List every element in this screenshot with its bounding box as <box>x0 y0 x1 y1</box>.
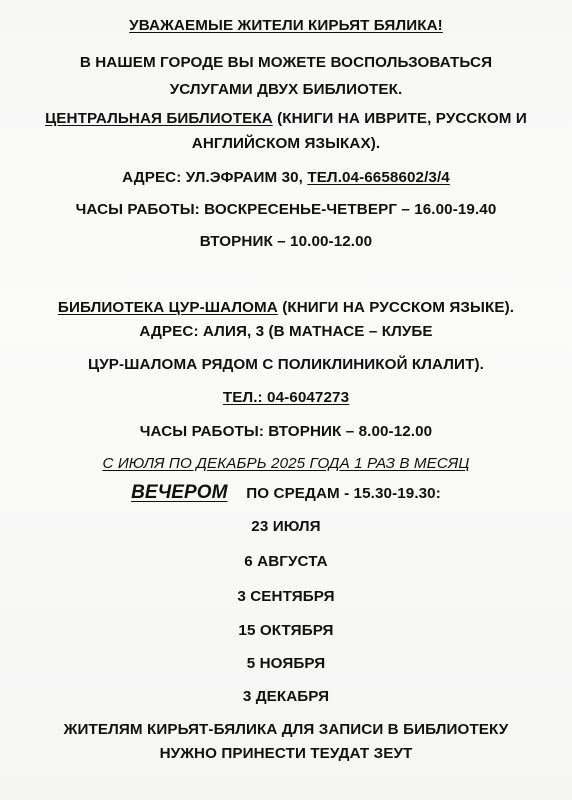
tsur-library-address-2: ЦУР-ШАЛОМА РЯДОМ С ПОЛИКЛИНИКОЙ КЛАЛИТ). <box>88 356 484 373</box>
central-library-desc-2: АНГЛИЙСКОМ ЯЗЫКАХ). <box>191 135 381 152</box>
tsur-library-heading <box>0 298 572 318</box>
tsur-library-period: С ИЮЛЯ ПО ДЕКАБРЬ 2025 ГОДА 1 РАЗ В МЕСЯЦ <box>102 455 470 472</box>
evening-hours: ПО СРЕДАМ - 15.30-19.30: <box>246 485 441 502</box>
footer-line-1: ЖИТЕЛЯМ КИРЬЯТ-БЯЛИКА ДЛЯ ЗАПИСИ В БИБЛИОТЕКУ <box>63 721 509 738</box>
central-library-hours-tuesday: ВТОРНИК – 10.00-12.00 <box>199 233 373 250</box>
date-item: 3 СЕНТЯБРЯ <box>237 588 335 605</box>
tsur-library-desc: (КНИГИ НА РУССКОМ ЯЗЫКЕ). <box>277 299 515 316</box>
intro-line-1: В НАШЕМ ГОРОДЕ ВЫ МОЖЕТЕ ВОСПОЛЬЗОВАТЬСЯ <box>79 54 493 71</box>
central-library-name: ЦЕНТРАЛЬНАЯ БИБЛИОТЕКА <box>45 110 273 127</box>
central-library-heading <box>0 109 572 129</box>
tsur-library-evening-row <box>0 483 572 504</box>
date-item: 6 АВГУСТА <box>244 553 328 570</box>
evening-word: ВЕЧЕРОМ <box>131 482 228 503</box>
date-item: 3 ДЕКАБРЯ <box>242 688 330 705</box>
date-item: 23 ИЮЛЯ <box>251 518 321 535</box>
date-item: 15 ОКТЯБРЯ <box>238 622 334 639</box>
tsur-library-phone-row <box>0 388 572 408</box>
central-library-hours: ЧАСЫ РАБОТЫ: ВОСКРЕСЕНЬЕ-ЧЕТВЕРГ – 16.00-19.40 <box>75 201 497 218</box>
tsur-library-phone: ТЕЛ.: 04-6047273 <box>222 389 350 406</box>
tsur-library-address-1: АДРЕС: АЛИЯ, 3 (В МАТНАСЕ – КЛУБЕ <box>139 323 433 340</box>
central-library-desc-1: (КНИГИ НА ИВРИТЕ, РУССКОМ И <box>272 110 527 127</box>
central-library-contact <box>0 168 572 188</box>
central-library-phone: ТЕЛ.04-6658602/3/4 <box>307 169 450 186</box>
date-item: 5 НОЯБРЯ <box>246 655 326 672</box>
tsur-library-name: БИБЛИОТЕКА ЦУР-ШАЛОМА <box>57 299 278 316</box>
tsur-library-hours: ЧАСЫ РАБОТЫ: ВТОРНИК – 8.00-12.00 <box>139 423 433 440</box>
intro-line-2: УСЛУГАМИ ДВУХ БИБЛИОТЕК. <box>169 81 403 98</box>
footer-line-2: НУЖНО ПРИНЕСТИ ТЕУДАТ ЗЕУТ <box>159 745 413 762</box>
notice-title: УВАЖАЕМЫЕ ЖИТЕЛИ КИРЬЯТ БЯЛИКА! <box>129 17 443 34</box>
central-library-address: АДРЕС: УЛ.ЭФРАИМ 30, <box>122 169 308 186</box>
